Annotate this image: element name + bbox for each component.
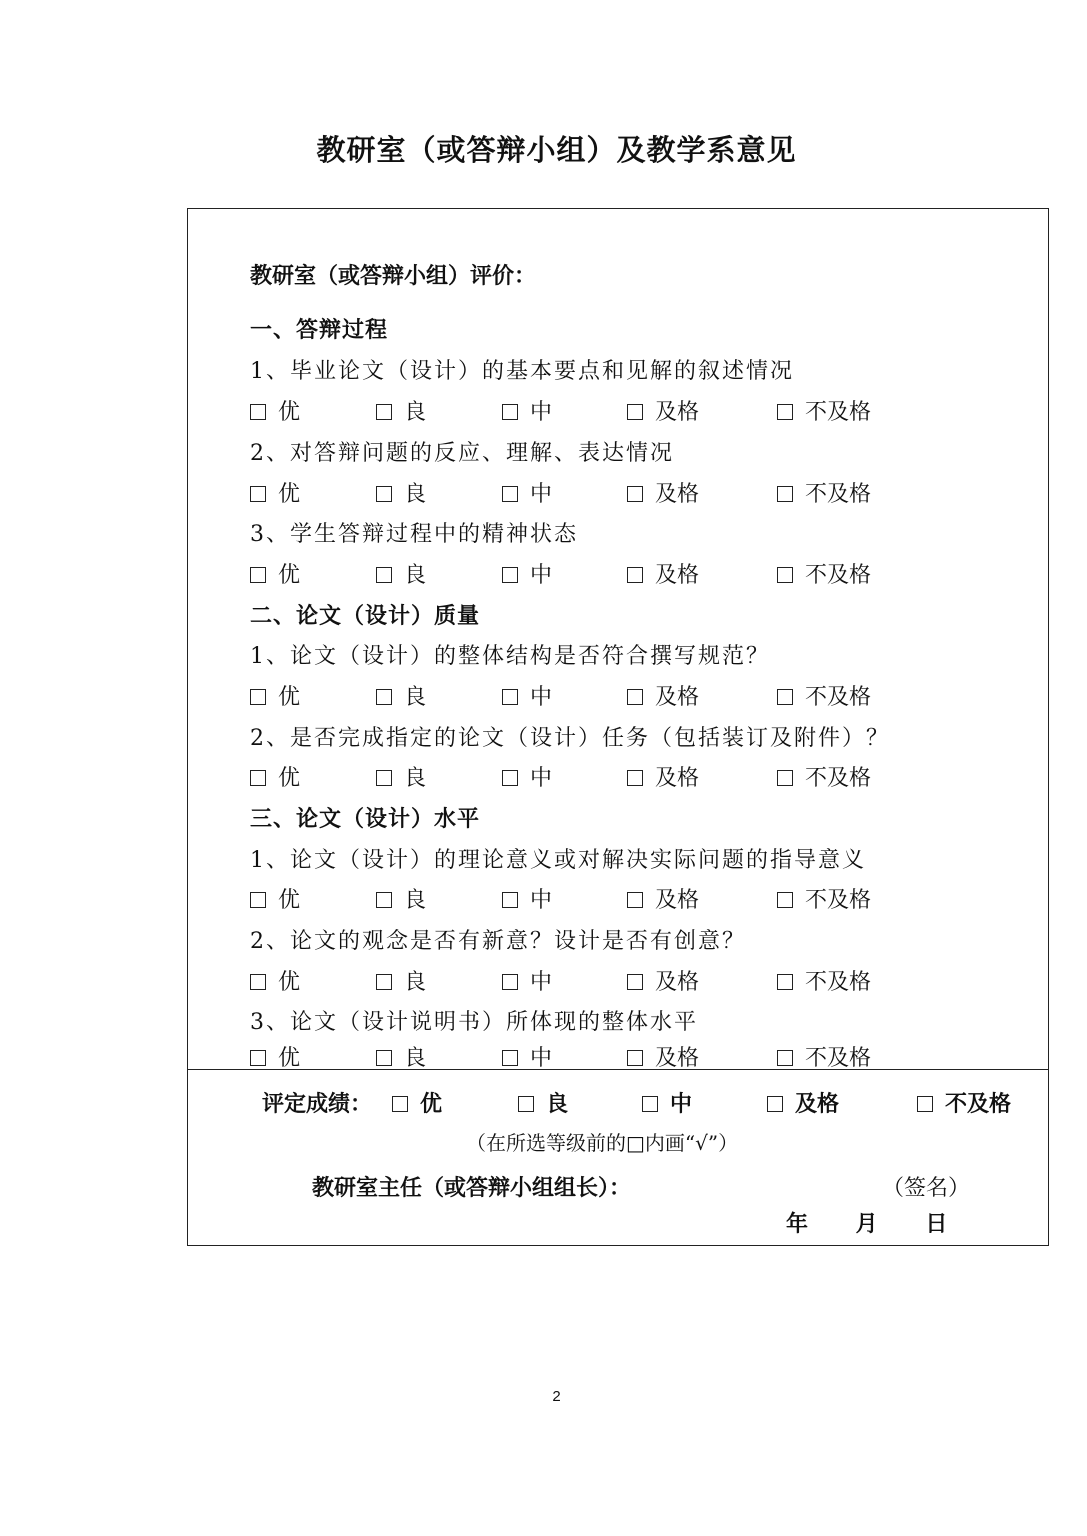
checkbox-icon [376,892,392,908]
final-grade-label: 评定成绩： [262,1092,373,1117]
grade-option-excellent[interactable]: 优 [392,1087,442,1118]
option-pass[interactable]: 及格 [627,965,699,996]
checkbox-icon [376,1050,392,1066]
section-title-thesis-level: 三、论文（设计）水平 [250,807,481,832]
option-medium[interactable]: 中 [502,965,552,996]
checkbox-icon [250,974,266,990]
option-medium[interactable]: 中 [502,395,552,426]
question-1-3: 3、学生答辩过程中的精神状态 [250,522,578,547]
question-3-1: 1、论文（设计）的理论意义或对解决实际问题的指导意义 [250,848,866,873]
page-title: 教研室（或答辩小组）及教学系意见 [316,133,797,167]
checkbox-icon [627,689,643,705]
checkbox-icon [518,1096,534,1112]
checkbox-icon [502,689,518,705]
grade-option-good[interactable]: 良 [518,1087,568,1118]
option-fail[interactable]: 不及格 [777,477,871,508]
checkbox-icon [777,892,793,908]
day-label: 日 [925,1212,948,1237]
option-good[interactable]: 良 [376,965,426,996]
checkbox-icon [627,770,643,786]
date-line [786,1207,947,1238]
year-label: 年 [786,1212,809,1237]
option-excellent[interactable]: 优 [250,558,300,589]
option-pass[interactable]: 及格 [627,761,699,792]
option-medium[interactable]: 中 [502,477,552,508]
checkbox-icon [627,1050,643,1066]
checkbox-icon [250,567,266,583]
checkbox-icon [777,770,793,786]
option-fail[interactable]: 不及格 [777,883,871,914]
form-divider [188,1069,1048,1070]
question-1-2: 2、对答辩问题的反应、理解、表达情况 [250,441,674,466]
checkbox-icon [376,486,392,502]
option-fail[interactable]: 不及格 [777,1041,871,1072]
question-3-2: 2、论文的观念是否有新意？设计是否有创意？ [250,929,746,954]
checkbox-icon [917,1096,933,1112]
checkbox-icon [250,486,266,502]
checkbox-icon [392,1096,408,1112]
question-2-1: 1、论文（设计）的整体结构是否符合撰写规范？ [250,644,770,669]
grade-option-medium[interactable]: 中 [642,1087,692,1118]
checkbox-icon [777,567,793,583]
checkbox-icon [250,892,266,908]
page-number: 2 [552,1388,561,1405]
option-pass[interactable]: 及格 [627,680,699,711]
option-excellent[interactable]: 优 [250,395,300,426]
option-medium[interactable]: 中 [502,1041,552,1072]
option-fail[interactable]: 不及格 [777,761,871,792]
question-3-3: 3、论文（设计说明书）所体现的整体水平 [250,1010,698,1035]
question-1-1: 1、毕业论文（设计）的基本要点和见解的叙述情况 [250,359,794,384]
checkbox-icon [250,770,266,786]
evaluation-form [187,208,1049,1246]
option-excellent[interactable]: 优 [250,1041,300,1072]
checkbox-icon [627,486,643,502]
checkbox-icon [777,974,793,990]
option-fail[interactable]: 不及格 [777,558,871,589]
option-medium[interactable]: 中 [502,883,552,914]
option-excellent[interactable]: 优 [250,965,300,996]
checkbox-icon [777,404,793,420]
option-good[interactable]: 良 [376,761,426,792]
option-good[interactable]: 良 [376,395,426,426]
form-heading: 教研室（或答辩小组）评价： [250,264,537,289]
checkbox-icon [376,689,392,705]
checkbox-icon [250,689,266,705]
option-fail[interactable]: 不及格 [777,680,871,711]
option-pass[interactable]: 及格 [627,558,699,589]
checkbox-icon [502,404,518,420]
checkbox-icon [767,1096,783,1112]
option-pass[interactable]: 及格 [627,883,699,914]
checkbox-icon [502,1050,518,1066]
final-grade-row [188,1087,1048,1121]
option-fail[interactable]: 不及格 [777,965,871,996]
checkbox-icon [376,404,392,420]
option-excellent[interactable]: 优 [250,761,300,792]
option-excellent[interactable]: 优 [250,680,300,711]
checkbox-icon [502,892,518,908]
checkbox-icon [502,974,518,990]
option-pass[interactable]: 及格 [627,477,699,508]
section-title-defense-process: 一、答辩过程 [250,318,389,343]
checkbox-icon [627,567,643,583]
option-excellent[interactable]: 优 [250,477,300,508]
grade-option-fail[interactable]: 不及格 [917,1087,1011,1118]
option-pass[interactable]: 及格 [627,395,699,426]
section-title-thesis-quality: 二、论文（设计）质量 [250,604,481,629]
grade-instruction-note: （在所选等级前的□内画“√”） [466,1131,739,1155]
signature-label: （签名） [882,1176,971,1201]
option-excellent[interactable]: 优 [250,883,300,914]
checkbox-icon [777,486,793,502]
checkbox-icon [627,974,643,990]
checkbox-icon [642,1096,658,1112]
option-medium[interactable]: 中 [502,761,552,792]
checkbox-icon [250,1050,266,1066]
grade-option-pass[interactable]: 及格 [767,1087,839,1118]
checkbox-icon [376,974,392,990]
checkbox-icon [376,567,392,583]
option-medium[interactable]: 中 [502,680,552,711]
option-fail[interactable]: 不及格 [777,395,871,426]
checkbox-icon [627,404,643,420]
option-good[interactable]: 良 [376,558,426,589]
checkbox-icon [777,689,793,705]
option-good[interactable]: 良 [376,477,426,508]
option-pass[interactable]: 及格 [627,1041,699,1072]
checkbox-icon [376,770,392,786]
option-good[interactable]: 良 [376,883,426,914]
checkbox-icon [777,1050,793,1066]
checkbox-icon [502,770,518,786]
question-2-2: 2、是否完成指定的论文（设计）任务（包括装订及附件）？ [250,726,890,751]
month-label: 月 [855,1212,878,1237]
option-good[interactable]: 良 [376,680,426,711]
checkbox-icon [250,404,266,420]
option-medium[interactable]: 中 [502,558,552,589]
checkbox-icon [502,486,518,502]
checkbox-icon [627,892,643,908]
checkbox-icon [502,567,518,583]
director-label: 教研室主任（或答辩小组组长）： [312,1176,632,1201]
option-good[interactable]: 良 [376,1041,426,1072]
